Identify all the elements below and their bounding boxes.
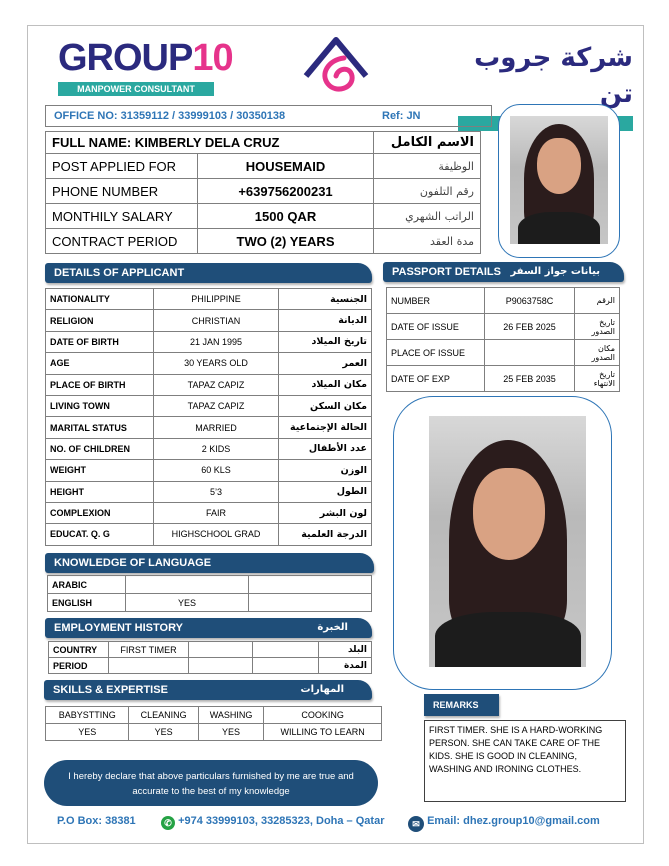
table-row [46,229,481,254]
logo-tagline: MANPOWER CONSULTANT [58,82,214,96]
table-row [46,524,372,545]
detail-label-ar: الجنسية [279,289,372,310]
logo-ar-text: شركة جروب تن [474,43,633,109]
table-row [387,288,620,314]
passport-label-ar: الرقم [575,288,620,314]
applicant-details-table [45,288,372,546]
row-value: +639756200231 [198,179,374,204]
table-row [49,642,372,658]
office-numbers: OFFICE NO: 31359112 / 33999103 / 30350138 [54,110,286,122]
detail-value: 5’3 [154,481,279,502]
detail-label-ar: الدرجة العلمية [279,524,372,545]
main-info-table [45,131,481,254]
skills-table [45,706,382,741]
passport-label: DATE OF ISSUE [387,314,485,340]
passport-label: DATE OF EXP [387,366,485,392]
table-row [46,502,372,523]
detail-label: AGE [46,353,154,374]
country-label: COUNTRY [49,642,109,658]
language-label: ENGLISH [48,594,126,612]
table-row [46,417,372,438]
footer-email [408,815,600,832]
skill-header: BABYSTTING [46,707,129,724]
passport-label-ar: مكان الصدور [575,340,620,366]
full-name-row [46,132,481,154]
detail-value: TAPAZ CAPIZ [154,374,279,395]
row-label: PHONE NUMBER [46,179,198,204]
table-row [48,576,372,594]
footer-email-text: Email: dhez.group10@gmail.com [427,815,600,827]
applicant-photo-large [429,416,586,667]
company-emblem-icon [300,36,375,96]
detail-value: FAIR [154,502,279,523]
passport-label: PLACE OF ISSUE [387,340,485,366]
detail-value: 21 JAN 1995 [154,331,279,352]
table-row [387,314,620,340]
row-value: 1500 QAR [198,204,374,229]
employment-section-header [45,618,372,638]
language-title: KNOWLEDGE OF LANGUAGE [54,557,212,569]
skill-value: YES [198,724,263,741]
passport-value: 25 FEB 2035 [485,366,575,392]
table-row [49,658,372,674]
skill-header: WASHING [198,707,263,724]
detail-label: RELIGION [46,310,154,331]
detail-value: HIGHSCHOOL GRAD [154,524,279,545]
details-section-header [45,263,372,283]
passport-value: P9063758C [485,288,575,314]
remarks-text: FIRST TIMER. SHE IS A HARD-WORKING PERSON. SHE CAN TAKE CARE OF THE KIDS. SHE IS GOOD IN CLEANING, WASHING AND IRONING CLOTHES. [424,720,626,802]
passport-label-ar: تاريخ الانتهاء [575,366,620,392]
table-row [46,204,481,229]
passport-label-ar: تاريخ الصدور [575,314,620,340]
table-row [46,395,372,416]
table-row [46,374,372,395]
language-value [126,576,249,594]
table-row [46,707,382,724]
row-value: TWO (2) YEARS [198,229,374,254]
table-row [48,594,372,612]
row-label-ar: الراتب الشهري [374,204,481,229]
skills-section-header [44,680,372,700]
passport-value: 26 FEB 2025 [485,314,575,340]
detail-label: COMPLEXION [46,502,154,523]
skill-value: YES [46,724,129,741]
period-label: PERIOD [49,658,109,674]
table-row [46,310,372,331]
table-row [46,179,481,204]
detail-label: NATIONALITY [46,289,154,310]
detail-value: 60 KLS [154,460,279,481]
table-row [387,366,620,392]
table-row [46,353,372,374]
detail-label: WEIGHT [46,460,154,481]
logo-main-text: GROUP [58,37,193,79]
skills-title-ar: المهارات [300,684,344,695]
detail-label-ar: مكان الميلاد [279,374,372,395]
passport-table [386,287,620,392]
table-row [387,340,620,366]
skill-value: WILLING TO LEARN [264,724,382,741]
detail-label: PLACE OF BIRTH [46,374,154,395]
detail-label-ar: الوزن [279,460,372,481]
skills-title: SKILLS & EXPERTISE [53,684,168,696]
detail-label: HEIGHT [46,481,154,502]
detail-value: PHILIPPINE [154,289,279,310]
passport-section-header [383,262,624,282]
declaration: I hereby declare that above particulars furnished by me are true and accurate to the best of my knowledge [44,760,378,806]
detail-value: CHRISTIAN [154,310,279,331]
detail-value: MARRIED [154,417,279,438]
row-label: CONTRACT PERIOD [46,229,198,254]
applicant-photo-small [510,116,608,244]
reference: Ref: JN [382,110,421,122]
employment-title: EMPLOYMENT HISTORY [54,622,183,634]
remarks-header: REMARKS [424,694,499,716]
logo-number: 10 [192,37,233,79]
group10-logo [58,37,233,96]
detail-label-ar: مكان السكن [279,395,372,416]
office-bar [45,105,492,127]
detail-label-ar: تاريخ الميلاد [279,331,372,352]
table-row [46,481,372,502]
row-value: HOUSEMAID [198,154,374,179]
detail-value: TAPAZ CAPIZ [154,395,279,416]
detail-value: 30 YEARS OLD [154,353,279,374]
row-label-ar: الوظيفة [374,154,481,179]
language-label: ARABIC [48,576,126,594]
detail-value: 2 KIDS [154,438,279,459]
table-row [46,724,382,741]
full-name: FULL NAME: KIMBERLY DELA CRUZ [46,132,374,154]
footer-phone-text: +974 33999103, 33285323, Doha – Qatar [178,815,385,827]
mail-icon: ✉ [408,816,424,832]
table-row [46,289,372,310]
detail-label-ar: عدد الأطفال [279,438,372,459]
detail-label: NO. OF CHILDREN [46,438,154,459]
whatsapp-icon: ✆ [161,816,175,830]
detail-label-ar: الديانة [279,310,372,331]
table-row [46,460,372,481]
table-row [46,154,481,179]
skill-header: CLEANING [129,707,199,724]
row-label-ar: مدة العقد [374,229,481,254]
row-label: MONTHILY SALARY [46,204,198,229]
country-label-ar: البلد [319,642,372,658]
country-value: FIRST TIMER [109,642,189,658]
detail-label-ar: لون البشر [279,502,372,523]
detail-label: EDUCAT. Q. G [46,524,154,545]
language-table [47,575,372,612]
employment-table [48,641,372,674]
detail-label-ar: العمر [279,353,372,374]
full-name-ar: الاسم الكامل [374,132,481,154]
row-label-ar: رقم التلفون [374,179,481,204]
table-row [46,331,372,352]
skill-value: YES [129,724,199,741]
detail-label: DATE OF BIRTH [46,331,154,352]
period-label-ar: المدة [319,658,372,674]
detail-label: LIVING TOWN [46,395,154,416]
passport-label: NUMBER [387,288,485,314]
detail-label: MARITAL STATUS [46,417,154,438]
po-box: P.O Box: 38381 [57,815,136,827]
language-value: YES [126,594,249,612]
passport-title: PASSPORT DETAILS [392,266,501,278]
skill-header: COOKING [264,707,382,724]
detail-label-ar: الحالة الإجتماعية [279,417,372,438]
table-row [46,438,372,459]
language-section-header [45,553,374,573]
detail-label-ar: الطول [279,481,372,502]
passport-value [485,340,575,366]
details-title: DETAILS OF APPLICANT [54,267,185,279]
passport-title-ar: بيانات جواز السفر [510,266,600,277]
footer-phone [161,815,384,830]
employment-title-ar: الخبرة [317,622,348,633]
row-label: POST APPLIED FOR [46,154,198,179]
